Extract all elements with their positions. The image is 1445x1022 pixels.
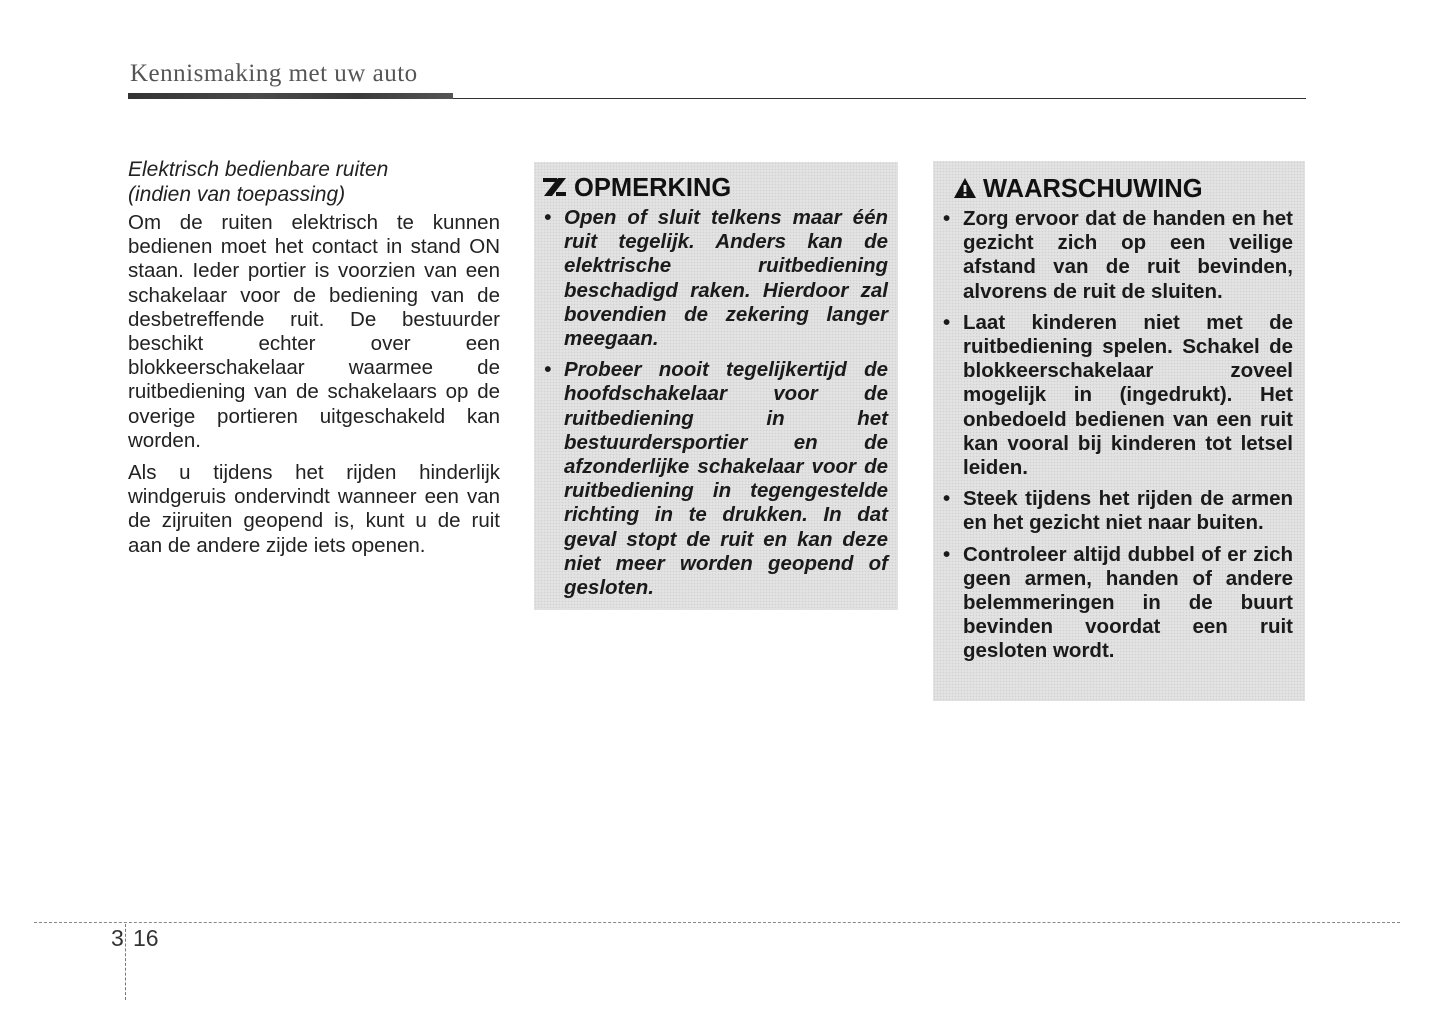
bullet-icon: • [943,542,951,566]
header-title: Kennismaking met uw auto [130,60,418,87]
bullet-icon: • [943,207,951,230]
section-title-line2: (indien van toepassing) [128,182,346,206]
list-item [542,206,888,351]
body-paragraph: Om de ruiten elektrisch te kunnen bedienen moet het contact in stand ON staan. Ieder portier is voorzien van een schakelaar voor de bediening van de desbetreffende ruit. De bestuurder beschikt echter over een blokkeerschakelaar waarmee de ruitbediening van de schakelaars op de overige portieren uitgeschakeld kan worden. [128,211,500,452]
warning-heading [953,175,1203,206]
warning-item-text: Laat kinderen niet met de ruitbediening spelen. Schakel de blokkeerschakelaar zoveel mogelijk in (ingedrukt). Het onbedoeld bedienen van een ruit kan vooral bij kinderen tot letsel leiden. [963,310,1293,480]
note-pencil-icon [542,176,568,205]
header-rule [453,98,1306,99]
warning-box [933,161,1305,701]
bullet-icon: • [544,358,552,382]
section-title [128,158,500,207]
footer-rule [34,922,1400,923]
header-accent-bar [128,93,453,99]
note-item-text: Open of sluit telkens maar één ruit tegelijk. Anders kan de elektrische ruitbediening beschadigd raken. Hierdoor zal bovendien de zekering langer meegaan. [564,206,888,351]
note-box [534,162,898,610]
list-item [941,543,1293,664]
bullet-icon: • [943,487,951,511]
warning-item-text: Steek tijdens het rijden de armen en het gezicht niet naar buiten. [963,487,1293,535]
section-title-line1: Elektrisch bedienbare ruiten [128,158,389,181]
list-item [941,311,1293,480]
chapter-number: 3 [111,925,124,951]
list-item [542,358,888,600]
warning-item-text: Controleer altijd dubbel of er zich geen armen, handen of andere belemmeringen in de buurt bevinden voordat een ruit gesloten wordt. [963,542,1293,663]
note-heading [542,174,731,205]
warning-list [941,207,1293,671]
main-column [128,158,500,566]
list-item [941,487,1293,535]
warning-item-text: Zorg ervoor dat de handen en het gezicht zich op een veilige afstand van de ruit bevinden, alvorens de ruit de sluiten. [963,207,1293,303]
page-number: 16 [133,925,159,951]
body-paragraph: Als u tijdens het rijden hinderlijk windgeruis ondervindt wanneer een van de zijruiten geopend is, kunt u de ruit aan de andere zijde iets openen. [128,461,500,557]
note-list [542,206,888,607]
page-number-divider [125,924,126,1000]
list-item [941,207,1293,304]
bullet-icon: • [943,310,951,334]
note-heading-text: OPMERKING [574,174,732,202]
bullet-icon: • [544,206,552,229]
warning-triangle-icon [953,177,977,206]
warning-heading-text: WAARSCHUWING [983,175,1203,203]
note-item-text: Probeer nooit tegelijkertijd de hoofdschakelaar voor de ruitbediening in het bestuurdersportier en de afzonderlijke schakelaar voor de ruitbediening in tegengestelde richting in te drukken. In dat geval stopt de ruit en kan deze niet meer worden geopend of gesloten. [564,358,888,600]
